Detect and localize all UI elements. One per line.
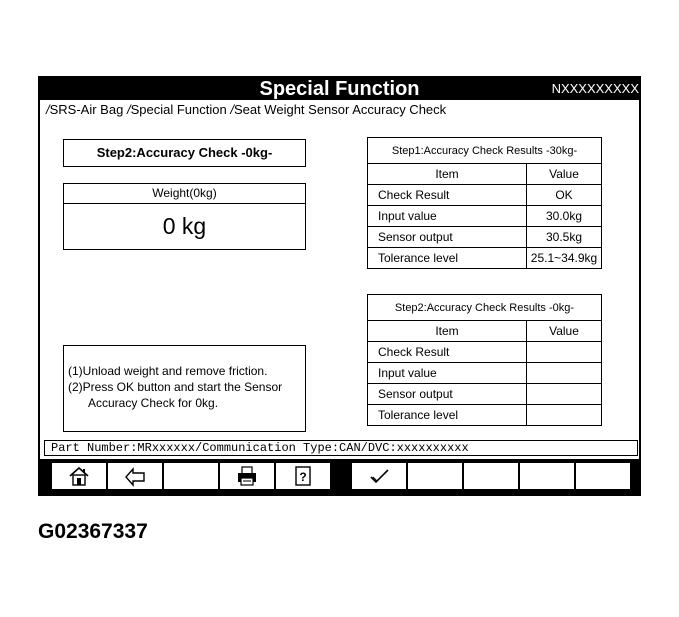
table-row: Tolerance level: [368, 405, 602, 426]
vehicle-id: NXXXXXXXXX: [551, 81, 639, 96]
table-row: Check Result: [368, 342, 602, 363]
help-icon: [292, 465, 314, 487]
table-row: Check Result OK: [368, 185, 602, 206]
ok-button[interactable]: [351, 462, 407, 490]
title-bar: [40, 78, 639, 100]
weight-display: [63, 183, 306, 250]
table-row: Tolerance level 25.1~34.9kg: [368, 248, 602, 269]
blank-button-10[interactable]: [575, 462, 631, 490]
table-caption: Step2:Accuracy Check Results -0kg-: [368, 295, 602, 321]
column-header-item: Item: [368, 321, 527, 342]
step-title-box: Step2:Accuracy Check -0kg-: [63, 139, 306, 167]
home-button[interactable]: [51, 462, 107, 490]
instruction-line: Accuracy Check for 0kg.: [88, 396, 219, 410]
table-row: Sensor output: [368, 384, 602, 405]
table-row: Input value 30.0kg: [368, 206, 602, 227]
weight-label: Weight(0kg): [64, 184, 305, 204]
back-icon: [122, 465, 148, 487]
right-button-group: [345, 462, 637, 491]
column-header-value: Value: [527, 321, 602, 342]
breadcrumb-special-function[interactable]: Special Function: [130, 102, 227, 117]
table-row: Sensor output 30.5kg: [368, 227, 602, 248]
blank-button-9[interactable]: [519, 462, 575, 490]
instructions-box: [63, 345, 306, 432]
print-icon: [235, 465, 259, 487]
svg-text:?: ?: [299, 470, 307, 484]
left-button-group: [43, 462, 341, 491]
status-bar: Part Number:MRxxxxxx/Communication Type:CAN/DVC:xxxxxxxxxx: [44, 440, 638, 456]
instruction-line: (2)Press OK button and start the Sensor: [68, 380, 283, 394]
breadcrumb-srs-air-bag[interactable]: SRS-Air Bag: [49, 102, 124, 117]
breadcrumb-seat-weight-sensor: Seat Weight Sensor Accuracy Check: [233, 102, 447, 117]
table-caption: Step1:Accuracy Check Results -30kg-: [368, 138, 602, 164]
table-row: Input value: [368, 363, 602, 384]
step1-results-table: [367, 137, 602, 269]
home-icon: [67, 465, 91, 487]
diagnostic-screen: [38, 76, 641, 496]
weight-value: 0 kg: [162, 213, 207, 239]
help-button[interactable]: [275, 462, 331, 490]
print-button[interactable]: [219, 462, 275, 490]
blank-button-3[interactable]: [163, 462, 219, 490]
figure-caption: G02367337: [38, 520, 148, 543]
breadcrumb: /SRS-Air Bag /Special Function /Seat Weight Sensor Accuracy Check: [46, 102, 447, 117]
page-title: Special Function: [259, 78, 420, 100]
step2-results-table: [367, 294, 602, 426]
column-header-value: Value: [527, 164, 602, 185]
column-header-item: Item: [368, 164, 527, 185]
blank-button-8[interactable]: [463, 462, 519, 490]
ok-check-icon: [367, 466, 391, 486]
instruction-line: (1)Unload weight and remove friction.: [68, 364, 268, 378]
function-toolbar: [40, 459, 639, 494]
blank-button-7[interactable]: [407, 462, 463, 490]
back-button[interactable]: [107, 462, 163, 490]
